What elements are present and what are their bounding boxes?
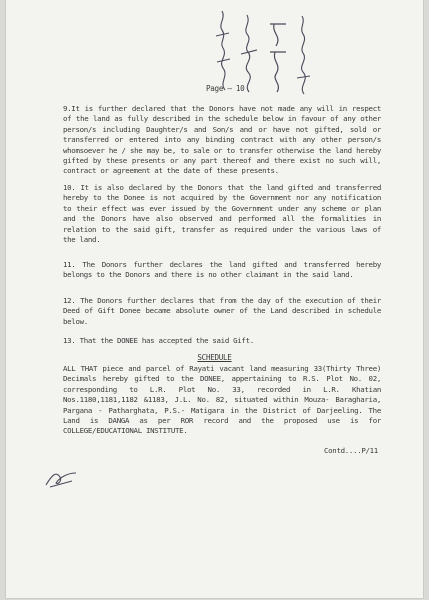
handwritten-initials-bottom-left [42, 463, 82, 491]
clause-13: 13. That the DONEE has accepted the said Gift. [63, 336, 254, 345]
clause-11: 11. The Donors further declares the land gifted and transferred hereby belongs to the Donors and there is no other claimant in the said land. [63, 260, 381, 280]
continued-note: Contd....P/11 [324, 446, 378, 455]
schedule-body: ALL THAT piece and parcel of Rayati vacant land measuring 33(Thirty Three) Decimals hereby gifted to the DONEE, appertaining to R.S. Plot No. 02, corresponding to L.R. Plot No. 33, recorded in L.R. Khatian Nos.1180,1181,1182 &1183, J.L. No. 82, situated within Mouza- Baragharia, Pargana - Patharghata, P.S.- Matigara in the District of Darjeeling. The Land is DANGA as per ROR record and the proposed use is for COLLEGE/EDUCATIONAL INSTITUTE. [63, 364, 381, 436]
clause-10: 10. It is also declared by the Donors that the land gifted and transferred hereby to the Donee is not acquired by the Government nor any notification to their effect was ever issued by the Government under any scheme or plan and the Donors have also observed and performed all the formalities in relation to the said gift, transfer as required under the various laws of the land. [63, 183, 381, 245]
handwritten-signature-3 [262, 6, 292, 96]
schedule-title: SCHEDULE [197, 353, 232, 362]
handwritten-signature-4 [290, 8, 318, 98]
page-number: Page – 10 [206, 84, 245, 93]
handwritten-signature-2 [235, 4, 265, 96]
clause-12: 12. The Donors further declares that from the day of the execution of their Deed of Gift Donee became absolute owner of the Land described in schedule below. [63, 296, 381, 326]
clause-9: 9.It is further declared that the Donors have not made any will in respect of the land as fully described in the schedule below in favour of any other person/s including Daughter/s and Son/s and or have not gifted, sold or transferred or entered into any binding contract with any other person/s whomsoever he / she may be, to sale or to transfer otherwise the land hereby gifted by these presents or any part thereof and there exist no such will, contract or agreement at the date of these presents. [63, 104, 381, 176]
document-page [6, 0, 423, 598]
